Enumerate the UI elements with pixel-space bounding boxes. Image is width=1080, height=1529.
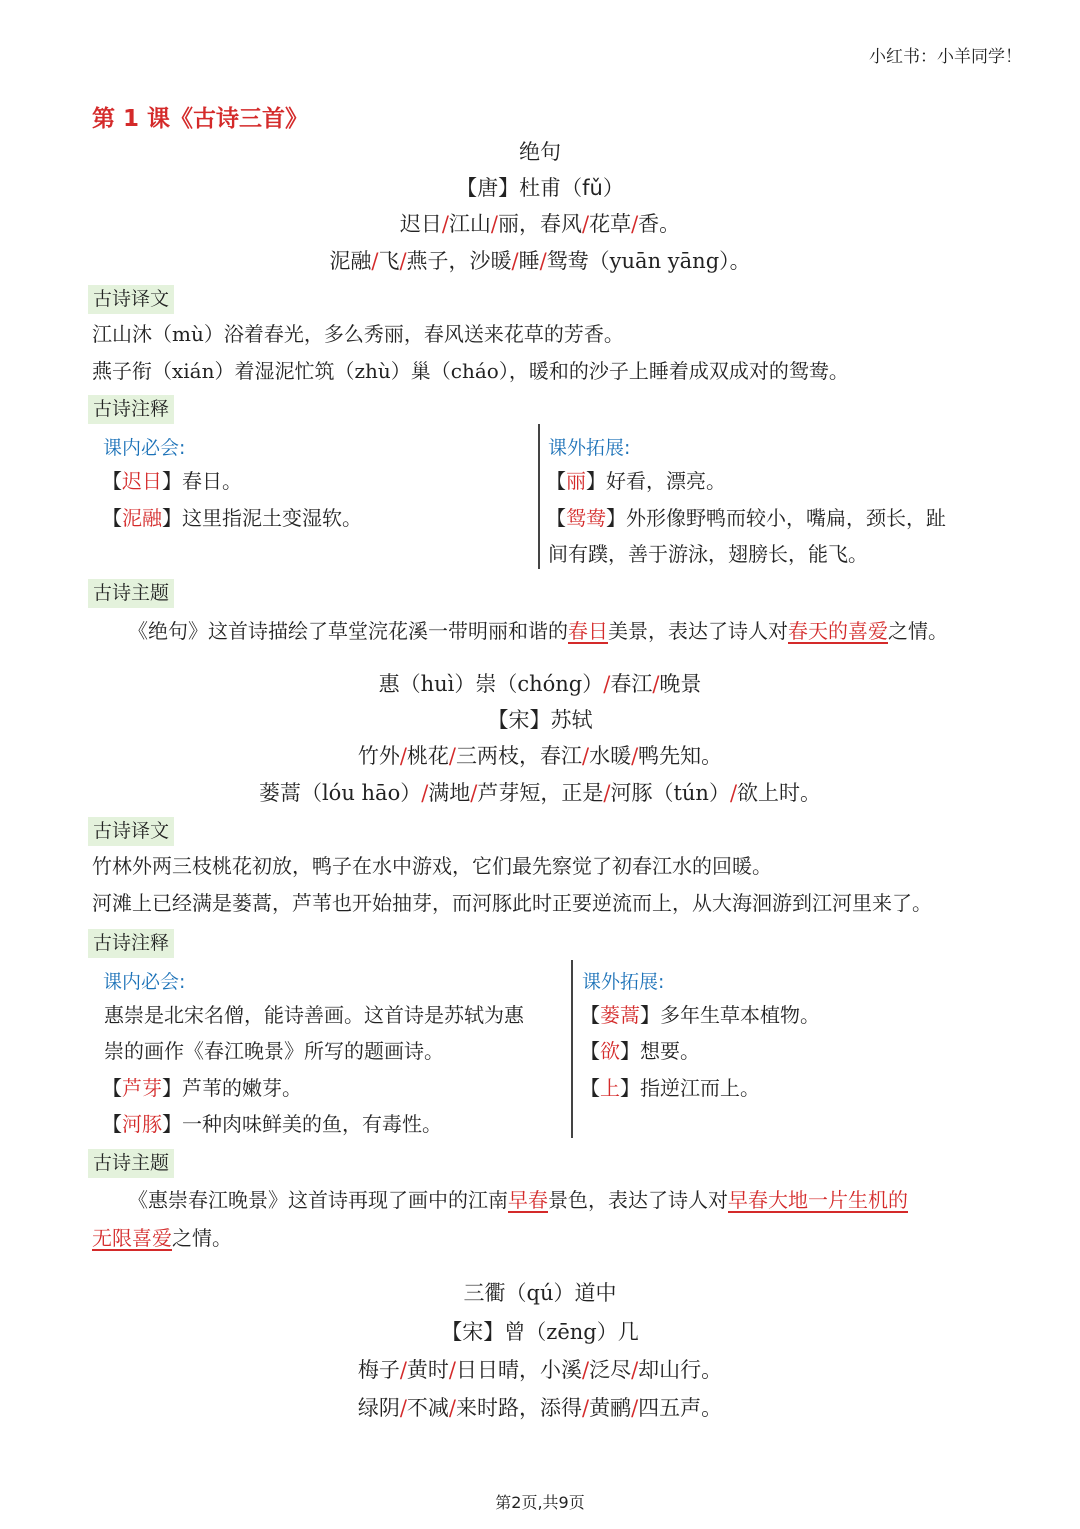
poem1-dynasty: 唐 [477, 176, 499, 200]
lesson-title: 第 1 课《古诗三首》 [92, 106, 309, 132]
poem3-line-1: 梅子/黄时/日日晴，小溪/泛尽/却山行。 [357, 1358, 723, 1382]
poem1-title: 绝句 [519, 140, 561, 164]
poem2-outside-note-3: 【上】指逆江而上。 [580, 1076, 760, 1100]
poem2-notes-divider [571, 960, 573, 1138]
poem2-line-2: 蒌蒿（lóu hāo）/满地/芦芽短，正是/河豚（tún）/欲上时。 [258, 781, 822, 805]
poem2-line-1: 竹外/桃花/三两枝，春江/水暖/鸭先知。 [357, 744, 723, 768]
poem2-theme-1: 《惠崇春江晚景》这首诗再现了画中的江南早春景色，表达了诗人对早春大地一片生机的 [128, 1188, 908, 1212]
poem1-theme-tag: 古诗主题 [88, 579, 174, 608]
poem1-outside-note-1: 【丽】好看，漂亮。 [546, 469, 726, 493]
poem2-outside-head: 课外拓展: [582, 971, 665, 993]
poem2-theme-2: 无限喜爱之情。 [92, 1226, 232, 1250]
poem2-inside-note-1: 【芦芽】芦苇的嫩芽。 [102, 1076, 302, 1100]
header-note: 小红书：小羊同学！ [869, 47, 1022, 67]
poem2-translation-2: 河滩上已经满是蒌蒿，芦苇也开始抽芽，而河豚此时正要逆流而上，从大海洄游到江河里来了。 [92, 891, 932, 915]
page-footer: 第2页,共9页 [495, 1493, 585, 1512]
poem2-inside-head: 课内必会: [103, 971, 186, 993]
poem1-inside-head: 课内必会: [103, 437, 186, 459]
poem1-author: 【唐】杜甫（fǔ） [456, 176, 624, 200]
poem2-translation-tag: 古诗译文 [88, 817, 174, 846]
poem1-line-1: 迟日/江山/丽，春风/花草/香。 [399, 212, 681, 236]
poem3-line-2: 绿阴/不减/来时路，添得/黄鹂/四五声。 [357, 1396, 723, 1420]
poem1-translation-tag: 古诗译文 [88, 285, 174, 314]
poem1-inside-note-1: 【迟日】春日。 [102, 469, 242, 493]
poem3-title: 三衢（qú）道中 [463, 1281, 617, 1305]
poem1-line-2: 泥融/飞/燕子，沙暖/睡/鸳鸯（yuān yāng）。 [329, 249, 751, 273]
poem1-author-name: 杜甫 [519, 176, 562, 200]
poem2-theme-tag: 古诗主题 [88, 1149, 174, 1178]
poem1-outside-head: 课外拓展: [548, 437, 631, 459]
poem3-author: 【宋】曾（zēng）几 [441, 1320, 639, 1344]
poem2-outside-note-1: 【蒌蒿】多年生草本植物。 [580, 1003, 820, 1027]
poem2-inside-text-2: 崇的画作《春江晚景》所写的题画诗。 [104, 1039, 444, 1063]
poem2-title: 惠（huì）崇（chóng）/春江/晚景 [378, 672, 702, 696]
poem1-notes-divider [538, 424, 540, 569]
poem1-outside-note-2-cont: 间有蹼，善于游泳，翅膀长，能飞。 [548, 542, 868, 566]
poem2-notes-tag: 古诗注释 [88, 929, 174, 958]
poem1-outside-note-2: 【鸳鸯】外形像野鸭而较小，嘴扁，颈长，趾 [546, 506, 946, 530]
poem1-inside-note-2: 【泥融】这里指泥土变湿软。 [102, 506, 362, 530]
poem2-translation-1: 竹林外两三枝桃花初放，鸭子在水中游戏，它们最先察觉了初春江水的回暖。 [92, 854, 772, 878]
poem1-translation-1: 江山沐（mù）浴着春光，多么秀丽，春风送来花草的芳香。 [92, 322, 624, 346]
poem2-outside-note-2: 【欲】想要。 [580, 1039, 700, 1063]
poem2-inside-note-2: 【河豚】一种肉味鲜美的鱼，有毒性。 [102, 1112, 442, 1136]
poem1-theme: 《绝句》这首诗描绘了草堂浣花溪一带明丽和谐的春日美景，表达了诗人对春天的喜爱之情。 [128, 619, 948, 643]
poem1-translation-2: 燕子衔（xián）着湿泥忙筑（zhù）巢（cháo），暖和的沙子上睡着成双成对的鸳鸯。 [92, 359, 849, 383]
poem2-author: 【宋】苏轼 [487, 708, 593, 732]
poem1-author-pinyin: fǔ [582, 176, 603, 200]
poem2-inside-text-1: 惠崇是北宋名僧，能诗善画。这首诗是苏轼为惠 [104, 1003, 524, 1027]
poem1-notes-tag: 古诗注释 [88, 395, 174, 424]
